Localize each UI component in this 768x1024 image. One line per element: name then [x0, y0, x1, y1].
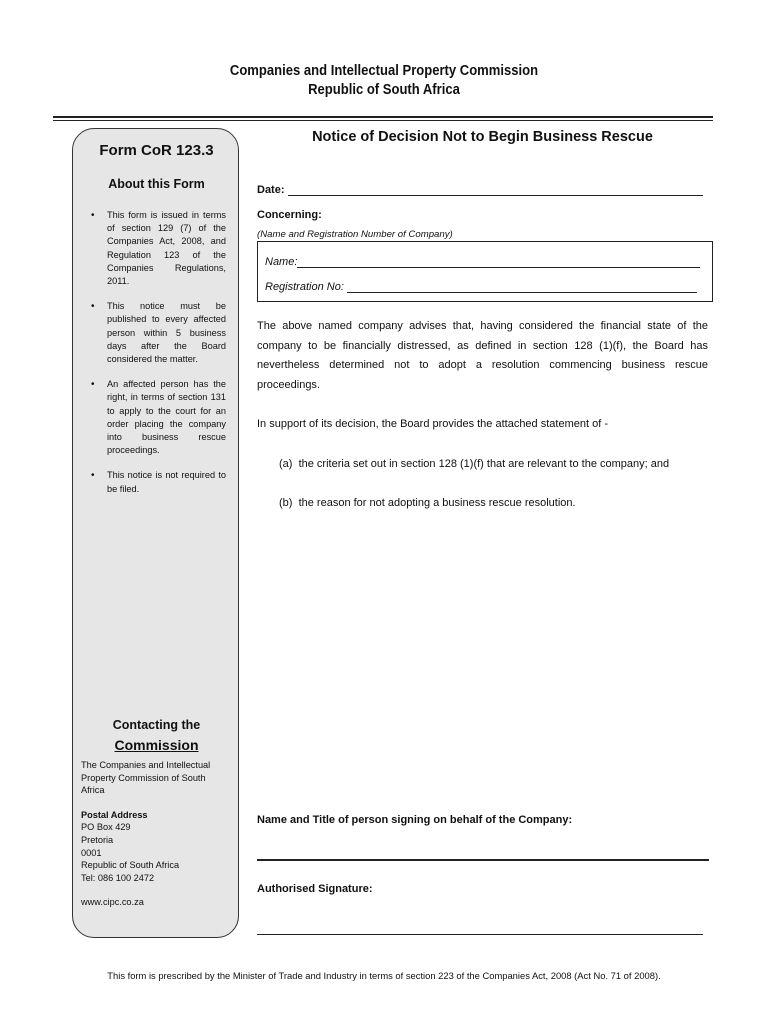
form-number: Form CoR 123.3	[99, 142, 214, 159]
company-name-field[interactable]	[297, 255, 700, 268]
item-marker: (a)	[279, 458, 293, 470]
header-rule-thick	[53, 116, 713, 118]
notice-paragraph: The above named company advises that, having considered the financial state of the company to be financially distressed, as defined in section 128 (1)(f), the Board has nevertheless determined not to adopt a resolution commencing business rescue proceedings.	[257, 320, 708, 391]
reason-item	[279, 497, 576, 509]
contact-heading: Contacting the	[112, 718, 201, 732]
about-bullet: • An affected person has the right, in terms of section 131 to apply to the court for an order placing the company into business rescue proceedings.	[91, 378, 226, 457]
name-row	[265, 255, 700, 268]
postal-line: Pretoria	[81, 834, 114, 845]
registration-row	[265, 280, 697, 293]
about-bullet: • This notice must be published to every affected person within 5 business days after the Board considered the matter.	[91, 300, 226, 366]
contact-heading-commission: Commission	[114, 737, 199, 753]
company-details-box	[257, 241, 713, 302]
about-bullet: • This form is issued in terms of section 129 (7) of the Companies Act, 2008, and Regulation 123 of the Companies Regulations, 2011.	[91, 209, 226, 288]
date-field[interactable]	[288, 183, 703, 196]
postal-line: PO Box 429	[81, 822, 131, 833]
header-rule-thin	[53, 120, 713, 121]
website-link[interactable]: www.cipc.co.za	[81, 897, 144, 908]
about-heading: About this Form	[108, 177, 205, 191]
signature-label: Authorised Signature:	[257, 883, 373, 895]
sidebar-panel	[72, 128, 239, 938]
header-commission-name: Companies and Intellectual Property Commission	[229, 63, 539, 79]
signer-label: Name and Title of person signing on behalf of the Company:	[257, 814, 573, 826]
concerning-hint: (Name and Registration Number of Company)	[257, 229, 453, 240]
registration-label: Registration No:	[265, 281, 344, 293]
criteria-item	[279, 458, 669, 470]
support-paragraph: In support of its decision, the Board provides the attached statement of -	[257, 418, 608, 430]
postal-address-label: Postal Address	[81, 809, 148, 820]
about-bullets	[91, 209, 226, 508]
contact-organisation: The Companies and Intellectual Property Commission of South Africa	[81, 760, 211, 796]
item-text: the criteria set out in section 128 (1)(f) that are relevant to the company; and	[298, 458, 670, 470]
postal-line: Republic of South Africa	[81, 860, 180, 871]
signer-name-field[interactable]	[257, 859, 709, 861]
signature-field[interactable]	[257, 934, 703, 935]
form-title: Notice of Decision Not to Begin Business Rescue	[312, 129, 653, 145]
item-marker: (b)	[279, 497, 293, 509]
concerning-label: Concerning:	[257, 209, 322, 221]
telephone: Tel: 086 100 2472	[81, 872, 155, 883]
date-row	[257, 183, 703, 196]
registration-number-field[interactable]	[347, 280, 697, 293]
contact-info	[81, 759, 231, 909]
date-label: Date:	[257, 184, 285, 196]
about-bullet: • This notice is not required to be filed.	[91, 469, 226, 495]
item-text: the reason for not adopting a business rescue resolution.	[298, 497, 576, 509]
footer-note: This form is prescribed by the Minister of Trade and Industry in terms of section 223 of the Companies Act, 2008 (Act No. 71 of 2008).	[107, 970, 661, 981]
name-label: Name:	[265, 256, 298, 268]
postal-line: 0001	[81, 847, 102, 858]
header-country: Republic of South Africa	[308, 82, 460, 98]
